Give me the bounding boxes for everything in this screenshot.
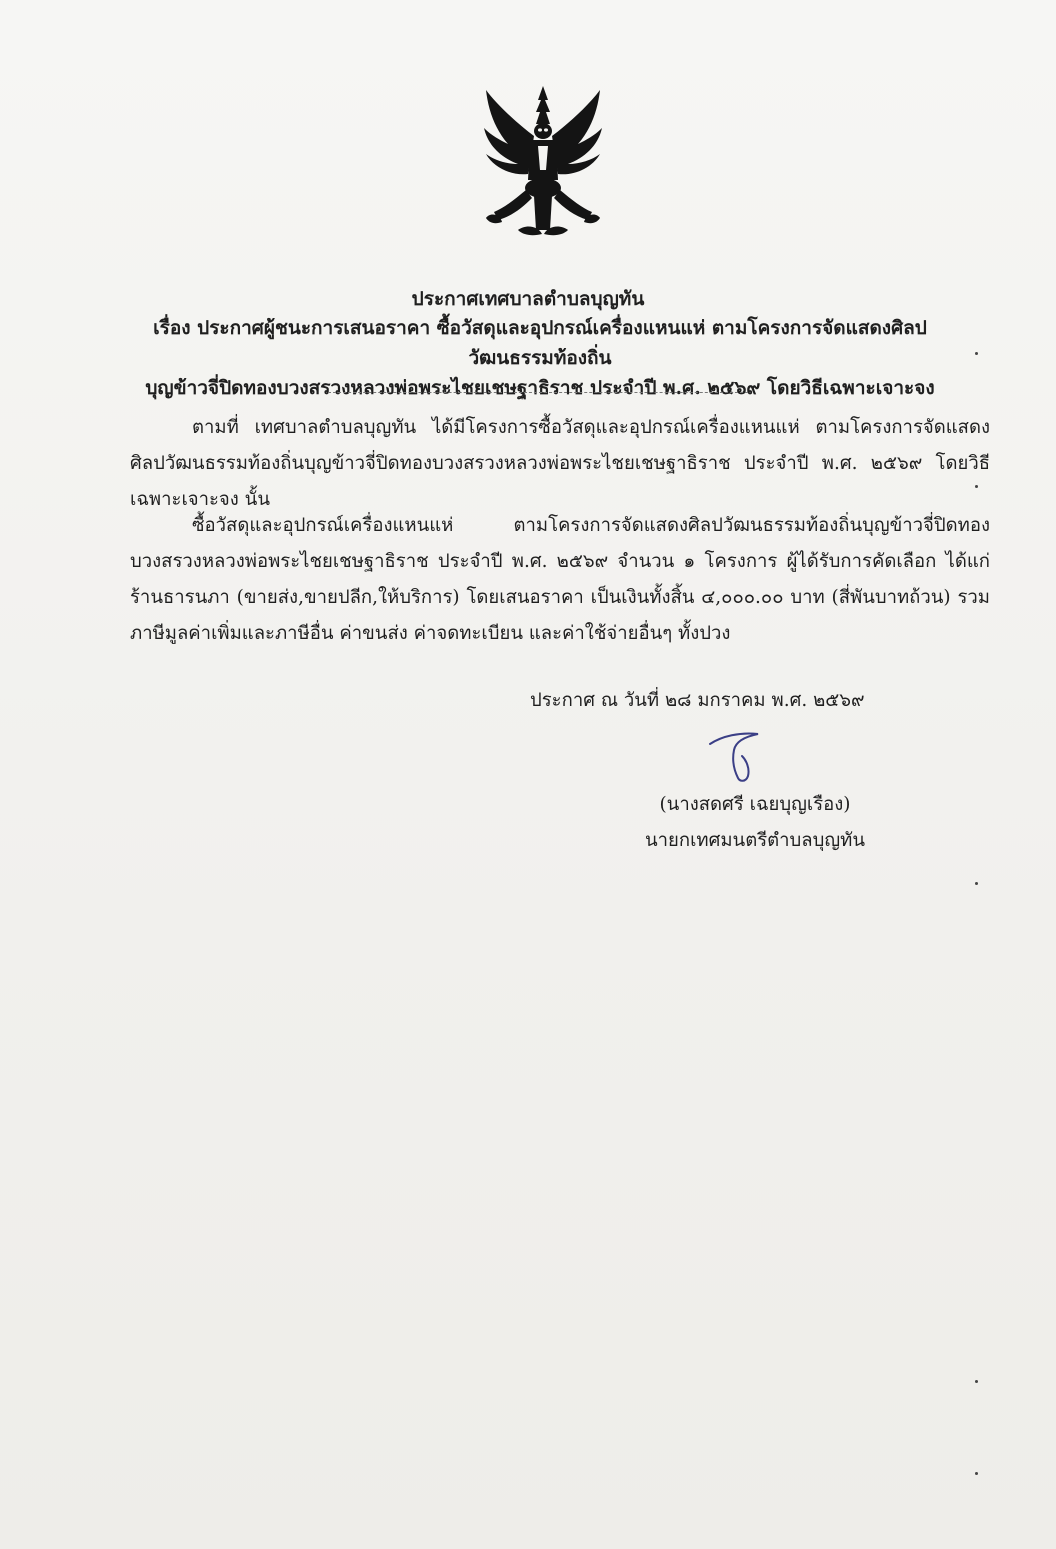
body-paragraph-2: [130, 508, 990, 652]
signer-name: (นางสดศรี เฉยบุญเรือง): [659, 794, 851, 815]
scan-speck: [975, 1472, 978, 1475]
signature-icon: [700, 726, 780, 786]
divider: [328, 392, 748, 393]
announcement-date: ประกาศ ณ วันที่ ๒๘ มกราคม พ.ศ. ๒๕๖๙: [530, 690, 865, 711]
scan-speck: [975, 352, 978, 355]
scan-speck: [975, 1380, 978, 1383]
scan-speck: [975, 882, 978, 885]
paragraph-2-text: ซื้อวัสดุและอุปกรณ์เครื่องแหนแห่ ตามโครงการจัดแสดงศิลปวัฒนธรรมท้องถิ่นบุญข้าวจี่ปิดทองบวงสรวงหลวงพ่อพระไชยเชษฐาธิราช ประจำปี พ.ศ. ๒๕๖๙ จำนวน ๑ โครงการ ผู้ได้รับการคัดเลือก ได้แก่ ร้านธารนภา (ขายส่ง,ขายปลีก,ให้บริการ) โดยเสนอราคา เป็นเงินทั้งสิ้น ๔,๐๐๐.๐๐ บาท (สี่พันบาทถ้วน) รวมภาษีมูลค่าเพิ่มและภาษีอื่น ค่าขนส่ง ค่าจดทะเบียน และค่าใช้จ่ายอื่นๆ ทั้งปวง: [130, 515, 990, 644]
garuda-emblem-icon: [478, 84, 608, 244]
paragraph-1-text: ตามที่ เทศบาลตำบลบุญทัน ได้มีโครงการซื้อวัสดุและอุปกรณ์เครื่องแหนแห่ ตามโครงการจัดแสดงศิลปวัฒนธรรมท้องถิ่นบุญข้าวจี่ปิดทองบวงสรวงหลวงพ่อพระไชยเชษฐาธิราช ประจำปี พ.ศ. ๒๕๖๙ โดยวิธีเฉพาะเจาะจง นั้น: [130, 417, 990, 510]
subject-line-1: เรื่อง ประกาศผู้ชนะการเสนอราคา ซื้อวัสดุและอุปกรณ์เครื่องแหนแห่ ตามโครงการจัดแสดงศิลปวัฒนธรรมท้องถิ่น: [153, 317, 927, 369]
body-paragraph-1: [130, 410, 990, 518]
announcement-subject: [120, 313, 960, 403]
scan-speck: [975, 485, 978, 488]
subject-line-2: บุญข้าวจี่ปิดทองบวงสรวงหลวงพ่อพระไชยเชษฐาธิราช ประจำปี พ.ศ. ๒๕๖๙ โดยวิธีเฉพาะเจาะจง: [145, 377, 935, 399]
signer-title: นายกเทศมนตรีตำบลบุญทัน: [645, 830, 865, 851]
announcement-title: ประกาศเทศบาลตำบลบุญทัน: [411, 288, 645, 310]
